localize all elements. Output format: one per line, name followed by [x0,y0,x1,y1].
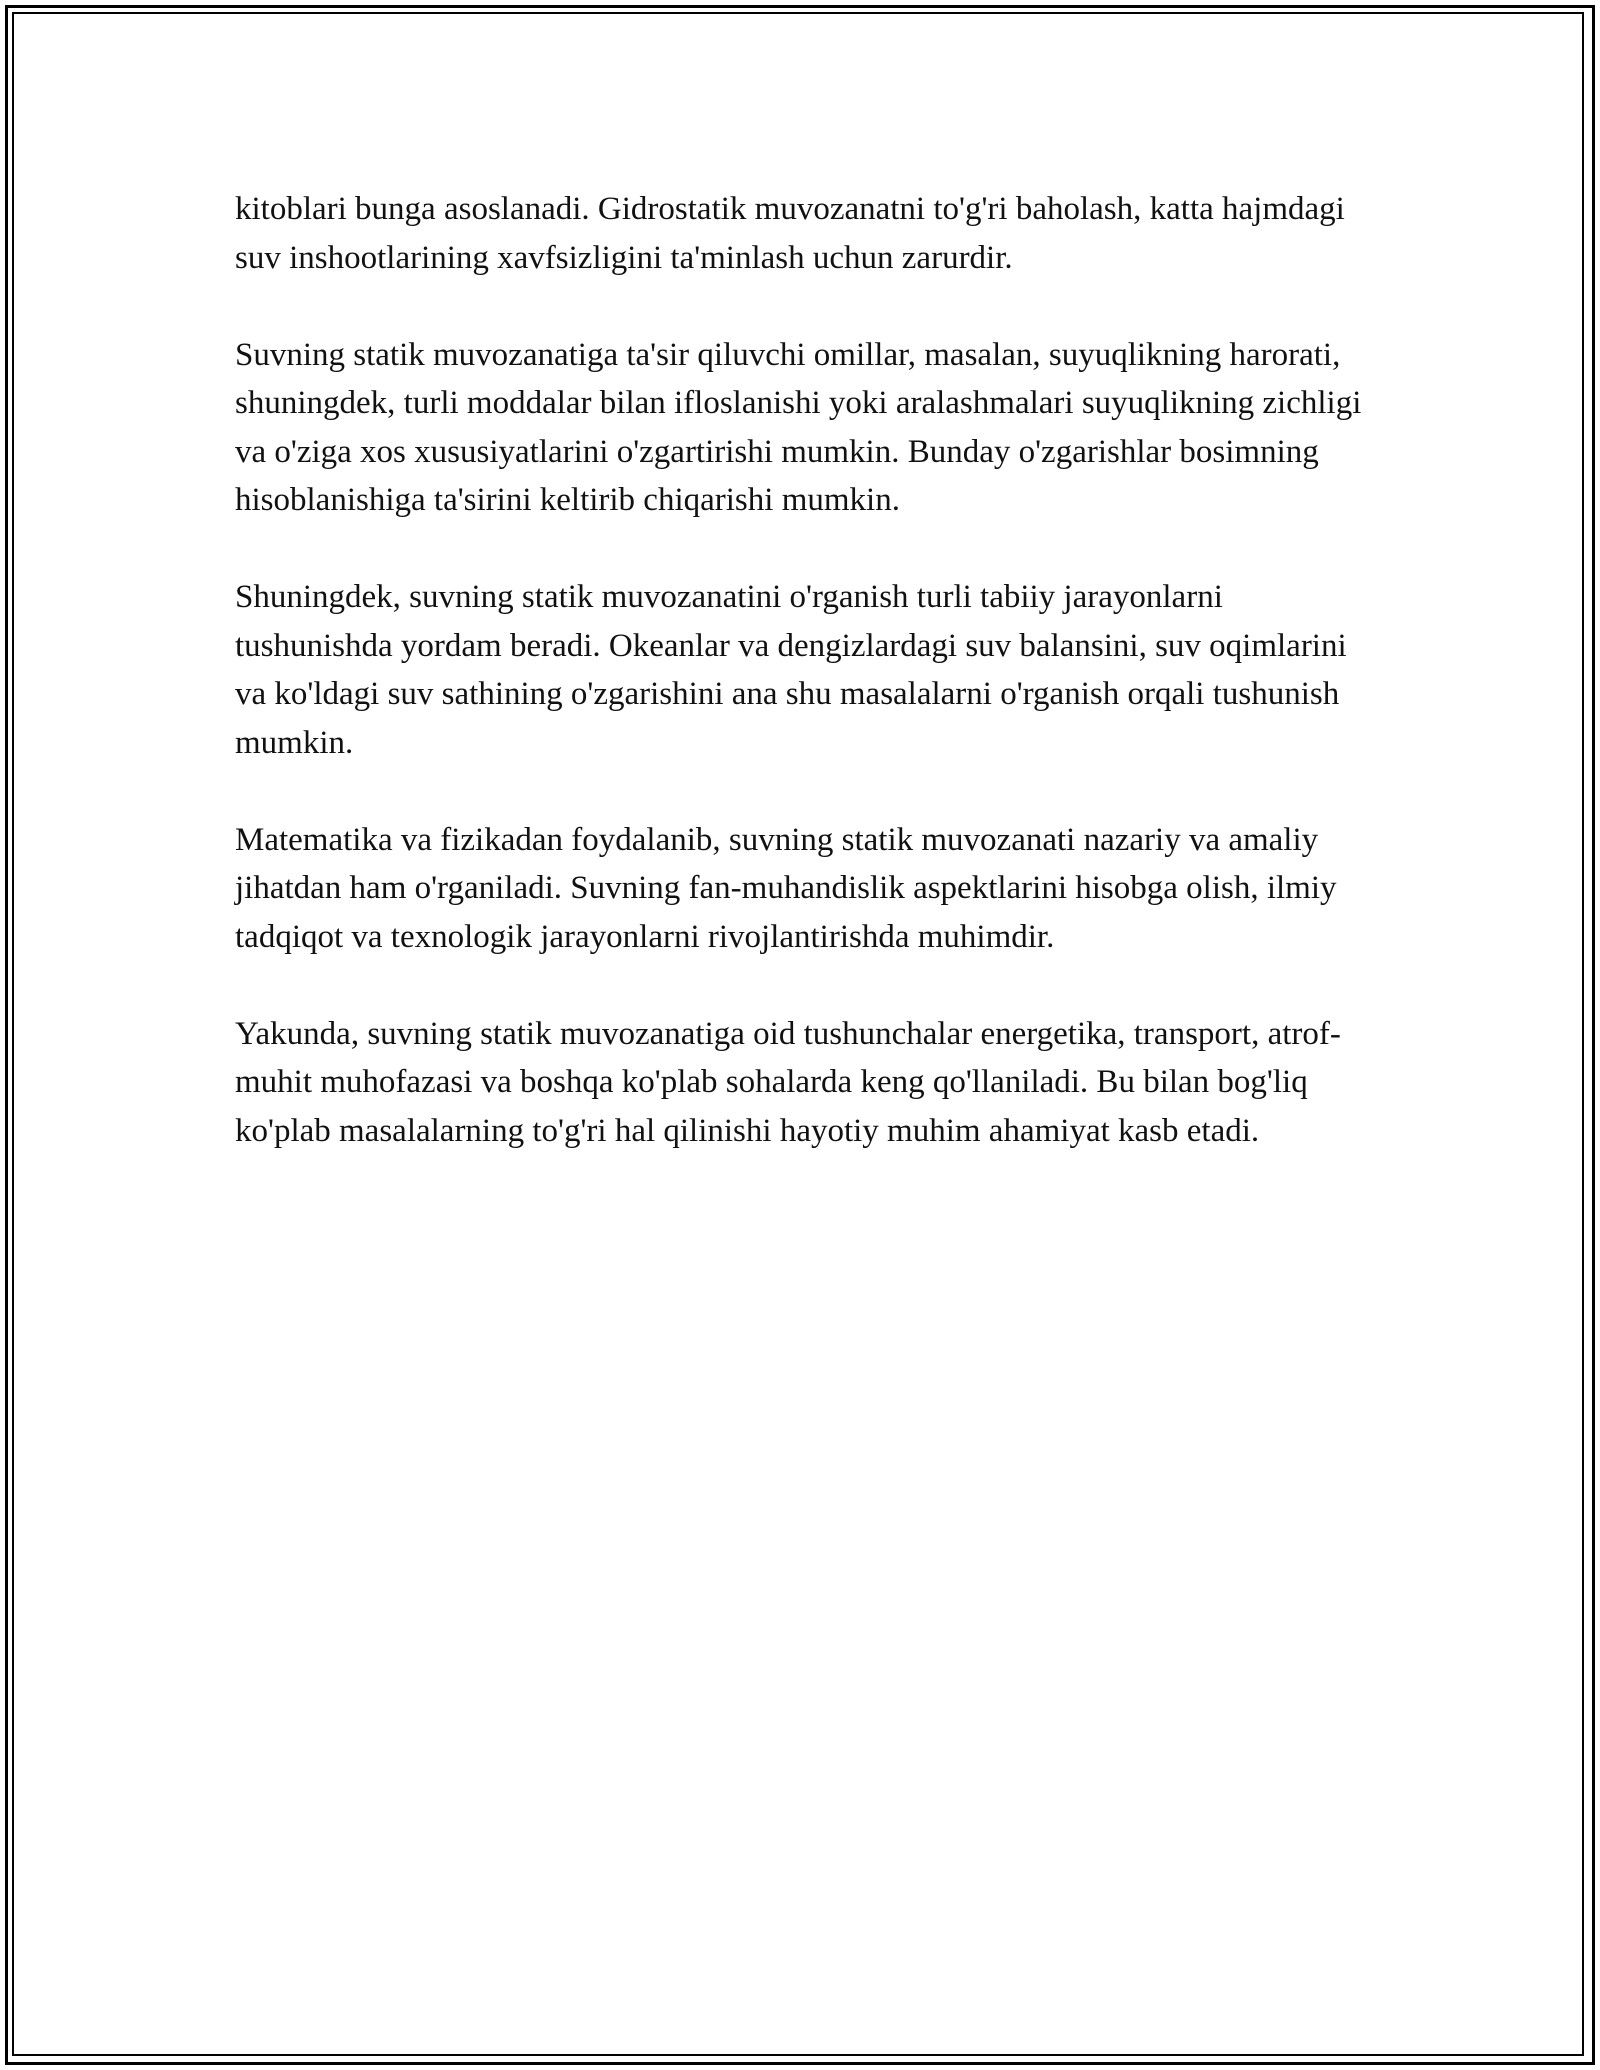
paragraph-1: kitoblari bunga asoslanadi. Gidrostatik muvozanatni to'g'ri baholash, katta hajmdagi suv inshootlarining xavfsizligini ta'minlash uchun zarurdir. [235,191,1345,276]
paragraph-2: Suvning statik muvozanatiga ta'sir qiluvchi omillar, masalan, suyuqlikning harorati, shuningdek, turli moddalar bilan ifloslanishi yoki aralashmalari suyuqlikning zichligi va o'ziga xos xususiyatlarini o'zgartirishi mumkin. Bunday o'zgarishlar bosimning hisoblanishiga ta'sirini keltirib chiqarishi mumkin. [235,336,1362,518]
paragraph-4: Matematika va fizikadan foydalanib, suvning statik muvozanati nazariy va amaliy jihatdan ham o'rganiladi. Suvning fan-muhandislik aspektlarini hisobga olish, ilmiy tadqiqot va texnologik jarayonlarni rivojlantirishda muhimdir. [235,821,1337,955]
paragraph-3: Shuningdek, suvning statik muvozanatini o'rganish turli tabiiy jarayonlarni tushunishda yordam beradi. Okeanlar va dengizlardagi suv balansini, suv oqimlarini va ko'ldagi suv sathining o'zgarishini ana shu masalalarni o'rganish orqali tushunish mumkin. [235,579,1347,761]
document-body [235,185,1365,1155]
paragraph-5: Yakunda, suvning statik muvozanatiga oid tushunchalar energetika, transport, atrof-muhit muhofazasi va boshqa ko'plab sohalarda keng qo'llaniladi. Bu bilan bog'liq ko'plab masalalarning to'g'ri hal qilinishi hayotiy muhim ahamiyat kasb etadi. [235,1015,1341,1149]
